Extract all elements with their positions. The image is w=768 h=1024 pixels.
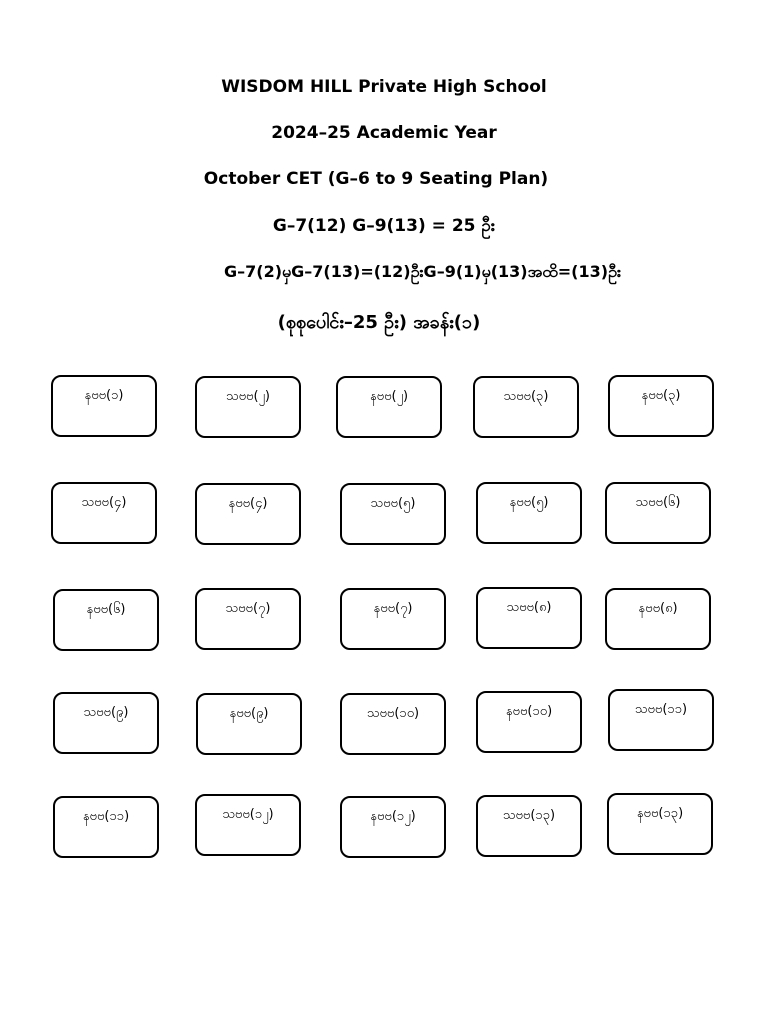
seat-label: နဗဗ(၁၁) xyxy=(82,809,130,824)
seat-box xyxy=(196,693,302,755)
seat-box xyxy=(51,482,157,544)
seat-box xyxy=(476,482,582,544)
seat-box xyxy=(195,376,301,438)
seat-label: သဗဗ(၁၂) xyxy=(222,807,274,822)
seat-label: သဗဗ(၇) xyxy=(225,601,271,616)
seat-box xyxy=(608,375,714,437)
seat-box xyxy=(195,794,301,856)
seat-box xyxy=(195,483,301,545)
seat-box xyxy=(605,482,711,544)
seat-label: နဗဗ(၄) xyxy=(228,496,268,511)
seat-label: နဗဗ(၅) xyxy=(509,495,549,510)
seat-label: နဗဗ(၁) xyxy=(84,388,124,403)
seat-box xyxy=(340,588,446,650)
seat-box xyxy=(340,796,446,858)
seat-label: သဗဗ(၄) xyxy=(81,495,127,510)
seat-label: နဗဗ(၉) xyxy=(229,706,269,721)
seat-box xyxy=(608,689,714,751)
seat-box xyxy=(607,793,713,855)
seat-label: နဗဗ(၁၃) xyxy=(636,806,684,821)
seat-box xyxy=(53,796,159,858)
seat-box xyxy=(195,588,301,650)
seat-label: သဗဗ(၆) xyxy=(635,495,681,510)
seat-box xyxy=(476,587,582,649)
seat-box xyxy=(340,693,446,755)
seat-label: သဗဗ(၁၀) xyxy=(366,706,420,721)
seat-label: သဗဗ(၈) xyxy=(506,600,552,615)
seat-box xyxy=(336,376,442,438)
seat-box xyxy=(476,691,582,753)
seat-label: နဗဗ(၆) xyxy=(86,602,126,617)
school-name: WISDOM HILL Private High School xyxy=(221,77,547,97)
seat-label: နဗဗ(၃) xyxy=(641,388,681,403)
seat-label: သဗဗ(၅) xyxy=(370,496,416,511)
seat-label: သဗဗ(၉) xyxy=(83,705,129,720)
seat-box xyxy=(476,795,582,857)
seat-label: သဗဗ(၃) xyxy=(503,389,549,404)
seat-box xyxy=(605,588,711,650)
seat-box xyxy=(340,483,446,545)
range-detail: G–7(2)မှG–7(13)=(12)ဦးG–9(1)မှ(13)အထိ=(13)ဦး xyxy=(224,262,621,281)
seat-label: သဗဗ(၁၃) xyxy=(502,808,556,823)
room-total: (စုစုပေါင်း–25 ဦး) အခန်း(၁) xyxy=(277,312,481,333)
seat-box xyxy=(473,376,579,438)
seat-box xyxy=(51,375,157,437)
seat-label: သဗဗ(၂) xyxy=(226,389,270,404)
seat-label: နဗဗ(၁၂) xyxy=(370,809,416,824)
seat-box xyxy=(53,589,159,651)
seat-box xyxy=(53,692,159,754)
exam-title: October CET (G–6 to 9 Seating Plan) xyxy=(203,169,549,189)
seat-label: နဗဗ(၂) xyxy=(369,389,409,404)
seat-label: နဗဗ(၁၀) xyxy=(505,704,553,719)
academic-year: 2024–25 Academic Year xyxy=(271,123,497,143)
count-summary: G–7(12) G–9(13) = 25 ဦး xyxy=(272,216,496,236)
seat-label: နဗဗ(၈) xyxy=(638,601,678,616)
seat-label: သဗဗ(၁၁) xyxy=(634,702,688,717)
seat-label: နဗဗ(၇) xyxy=(373,601,413,616)
